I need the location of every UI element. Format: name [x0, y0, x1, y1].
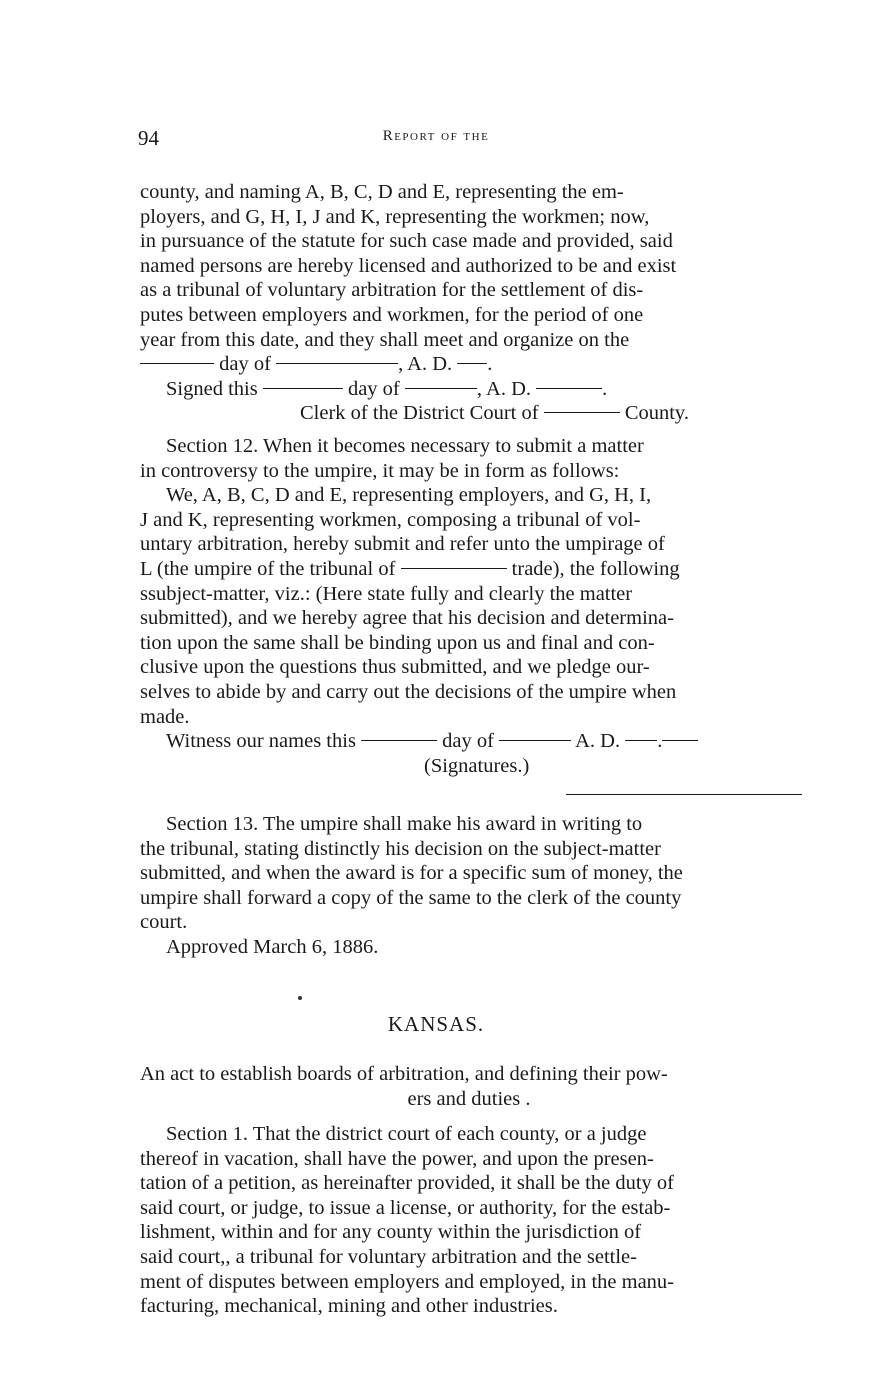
text-line: ployers, and G, H, I, J and K, representing the workmen; now,	[140, 205, 650, 228]
text-line: Section 13. The umpire shall make his award in writing to	[166, 813, 643, 835]
page-number: 94	[138, 126, 159, 150]
text-line: J and K, representing workmen, composing a tribunal of vol-	[140, 508, 641, 531]
text-line: year from this date, and they shall meet and organize on the	[140, 328, 630, 351]
form-label: .	[487, 353, 493, 376]
witness-line	[140, 729, 798, 754]
text-line: putes between employers and workmen, for the period of one	[140, 303, 644, 326]
form-label: County.	[624, 402, 689, 425]
text-line: Section 12. When it becomes necessary to submit a matter	[166, 435, 644, 457]
text-line: the tribunal, stating distinctly his decision on the subject-matter	[140, 837, 661, 860]
text-line: umpire shall forward a copy of the same to the clerk of the county	[140, 886, 682, 909]
text-line: Section 1. That the district court of each county, or a judge	[166, 1123, 647, 1145]
form-label: (Signatures.)	[424, 754, 530, 777]
form-label: , A. D.	[398, 353, 453, 376]
form-label: Witness our names this	[166, 730, 356, 753]
signatures-line	[140, 754, 798, 779]
ink-speck	[298, 996, 302, 1000]
form-label: trade), the following	[511, 557, 680, 580]
blank-line	[457, 363, 487, 364]
form-label: .	[602, 377, 608, 400]
form-label: Clerk of the District Court of	[300, 402, 539, 425]
text-line: facturing, mechanical, mining and other industries.	[140, 1295, 558, 1318]
section-12	[140, 434, 798, 778]
form-label: .	[657, 730, 663, 753]
section-13	[140, 812, 798, 960]
approved-date: Approved March 6, 1886.	[166, 935, 379, 958]
text-line: thereof in vacation, shall have the power, and upon the presen-	[140, 1147, 654, 1170]
kansas-section-1	[140, 1122, 798, 1319]
act-title	[140, 1062, 798, 1111]
text-line: An act to establish boards of arbitration, and defining their pow-	[140, 1063, 668, 1085]
text-line: submitted, and when the award is for a specific sum of money, the	[140, 862, 683, 885]
form-label: day of	[442, 730, 494, 753]
signature-rule	[566, 794, 802, 795]
blank-line	[662, 740, 698, 741]
text-line: ers and duties .	[407, 1087, 531, 1110]
form-label: A. D.	[575, 730, 621, 753]
text-line: tation of a petition, as hereinafter provided, it shall be the duty of	[140, 1172, 674, 1195]
blank-line	[499, 740, 571, 741]
form-label: , A. D.	[476, 377, 531, 400]
text-line: said court,, a tribunal for voluntary arbitration and the settle-	[140, 1245, 637, 1268]
text-line: ment of disputes between employers and employed, in the manu-	[140, 1270, 675, 1293]
text-line: ssubject-matter, viz.: (Here state fully and clearly the matter	[140, 582, 633, 605]
text-line: untary arbitration, hereby submit and refer unto the umpirage of	[140, 533, 665, 556]
text-line: lishment, within and for any county within the jurisdiction of	[140, 1221, 642, 1244]
text-line: selves to abide by and carry out the decisions of the umpire when	[140, 680, 677, 703]
running-head: Report of the	[382, 128, 490, 144]
text-line: We, A, B, C, D and E, representing employers, and G, H, I,	[166, 484, 652, 507]
text-line: clusive upon the questions thus submitted, and we pledge our-	[140, 656, 650, 679]
blank-line	[263, 388, 343, 389]
form-label: L (the umpire of the tribunal of	[140, 557, 396, 580]
blank-line	[536, 388, 602, 389]
text-line: in pursuance of the statute for such case made and provided, said	[140, 230, 673, 253]
state-heading: KANSAS.	[387, 1012, 485, 1036]
text-line: in controversy to the umpire, it may be in form as follows:	[140, 459, 620, 482]
text-line: as a tribunal of voluntary arbitration for the settlement of dis-	[140, 279, 644, 302]
blank-line	[361, 740, 437, 741]
blank-line	[625, 740, 657, 741]
form-label: day of	[219, 353, 271, 376]
text-line: named persons are hereby licensed and authorized to be and exist	[140, 254, 677, 277]
blank-line	[140, 363, 214, 364]
text-line: said court, or judge, to issue a license, or authority, for the estab-	[140, 1196, 671, 1219]
form-label: Signed this	[166, 377, 258, 400]
tribunal-line	[140, 557, 798, 582]
blank-line	[405, 388, 477, 389]
text-line: county, and naming A, B, C, D and E, representing the em-	[140, 181, 624, 203]
blank-line	[544, 412, 620, 413]
continuation-paragraph	[140, 180, 798, 426]
form-label: day of	[347, 377, 400, 400]
blank-line	[276, 363, 398, 364]
signed-line	[140, 377, 798, 402]
text-line: tion upon the same shall be binding upon us and final and con-	[140, 631, 655, 654]
clerk-line	[140, 401, 798, 426]
text-line: court.	[140, 911, 188, 934]
blank-line	[401, 568, 507, 569]
text-line: submitted), and we hereby agree that his decision and determina-	[140, 607, 674, 630]
organize-date-line	[140, 352, 798, 377]
text-line: made.	[140, 705, 190, 728]
